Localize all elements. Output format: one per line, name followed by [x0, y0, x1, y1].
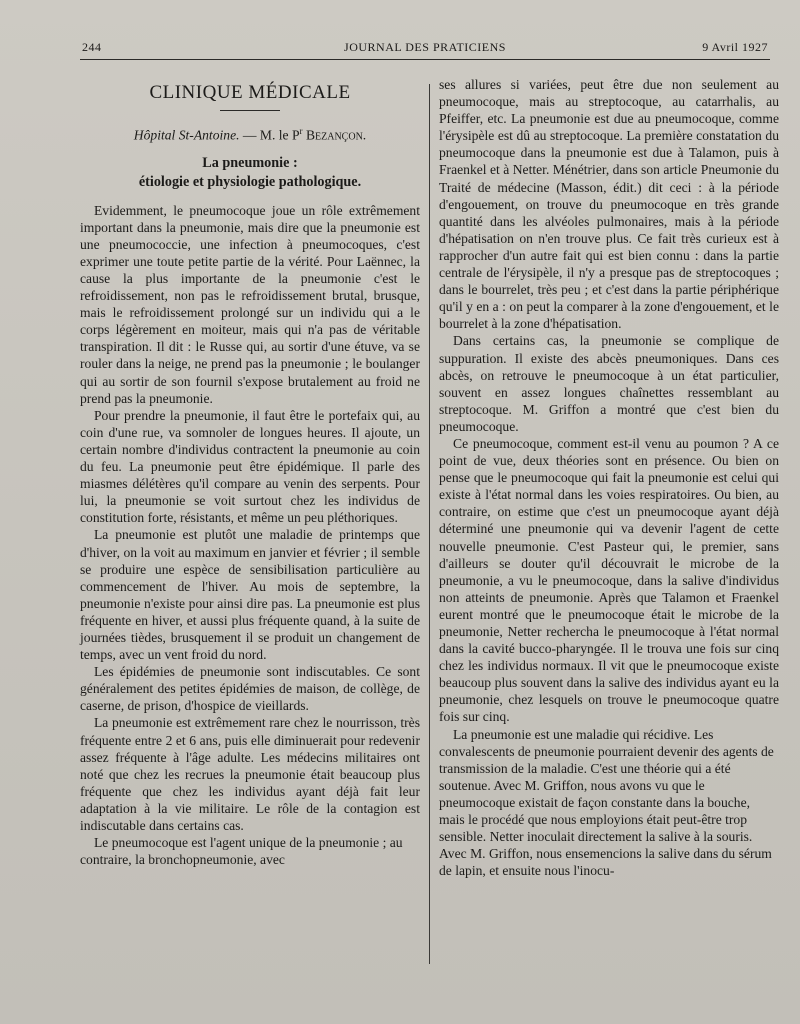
right-column — [439, 76, 779, 879]
page-number: 244 — [82, 40, 102, 54]
right-paragraph-4: La pneumonie est une maladie qui récidive. Les convalescents de pneumonie pourraient devenir des agents de transmission de la maladie. C'est une théorie qui a été soutenue. Avec M. Griffon, nous avons vu que le pneumocoque existait de façon constante dans la bouche, mais le procédé que nous employions était peut-être trop sensible. Netter inoculait directement la salive à la souris. Avec M. Griffon, nous ensemencions la salive dans du sérum de lapin, et ensuite nous l'inocu- — [439, 726, 774, 879]
running-head — [82, 40, 768, 58]
right-paragraph-2: Dans certains cas, la pneumonie se complique de suppuration. Il existe des abcès pneumoniques. Dans ces abcès, on retrouve le pneumocoque à un état particulier, souvent en assez longues chaînettes ressemblant au streptocoque. M. Griffon a montré que c'est bien du pneumocoque. — [439, 333, 779, 434]
left-paragraph-6: Le pneumocoque est l'agent unique de la pneumonie ; au contraire, la bronchopneumonie, avec — [80, 835, 403, 868]
professor-prefix: — M. le P — [239, 127, 300, 143]
issue-date: 9 Avril 1927 — [702, 40, 768, 54]
hospital-line — [80, 123, 420, 144]
journal-title: JOURNAL DES PRATICIENS — [344, 40, 506, 54]
left-paragraph-1: Evidemment, le pneumocoque joue un rôle extrêmement important dans la pneumonie, mais dire que la pneumonie est une pneumococcie, une infection à pneumocoques, c'est exprimer une toute petite partie de la vérité. Pour Laënnec, la cause la plus importante de la pneumonie c'est le refroidissement, non pas le refroidissement brutal, brusque, mais le refroidissement prolongé sur un individu qui a le corps légèrement en moiteur, mais qui n'a pas de véritable transpiration. Il dit : le Russe qui, au sortir d'une étuve, va se rouler dans la neige, ne prend pas la pneumonie ; le boulanger qui au sortir de son fournil s'expose brutalement au froid ne prend pas la pneumonie. — [80, 202, 420, 406]
left-paragraph-3: La pneumonie est plutôt une maladie de printemps que d'hiver, on la voit au maximum en janvier et février ; il semble se produire une espèce de sensibilisation particulière au commencement de l'hiver. Au mois de septembre, la pneumonie n'existe pour ainsi dire pas. La pneumonie est plus fréquente en hiver, et aussi plus fréquente quand, à la suite de journées tièdes, brusquement il se produit un changement de temps, avec un vent froid du nord. — [80, 527, 420, 663]
right-paragraph-1: ses allures si variées, peut être due non seulement au pneumocoque, mais au streptocoque, au catarrhalis, au Pfeiffer, etc. La pneumonie est due au pneumocoque, comme l'érysipèle est dû au streptocoque. La première constatation du pneumocoque dans la pneumonie est due à Talamon, puis à Fraenkel et à Netter. Ménétrier, dans son article Pneumonie du Traité de médecine (Masson, édit.) dit ceci : à la période d'engouement, on trouve du pneumocoque en très grande quantité dans les alvéoles pulmonaires, mais à la période d'hépatisation on n'en trouve plus. Ce fait très curieux est à rapprocher d'un autre fait qui est bien connu : dans la partie centrale de l'érysipèle, il n'y a presque pas de streptocoques ; dans le bourrelet, très peu ; et c'est dans la partie périphérique qu'il y en a : on peut la comparer à la zone d'engouement, et le bourrelet à la zone d'hépatisation. — [439, 77, 779, 332]
professor-name: Bezançon. — [305, 127, 367, 143]
article-subtitle: étiologie et physiologie pathologique. — [138, 173, 362, 190]
header-rule — [80, 59, 770, 60]
article-title: La pneumonie : — [202, 154, 298, 171]
left-paragraph-5: La pneumonie est extrêmement rare chez le nourrisson, très fréquente entre 2 et 6 ans, puis elle diminuerait pour redevenir assez fréquente à l'âge adulte. Les médecins militaires ont noté que chez les recrues la pneumonie était beaucoup plus fréquente que chez les individus ayant déjà fait leur adaptation à la vie militaire. Le rôle de la contagion est indiscutable dans certains cas. — [80, 715, 420, 833]
section-title: CLINIQUE MÉDICALE — [149, 82, 351, 103]
column-divider — [429, 84, 430, 964]
right-paragraph-3: Ce pneumocoque, comment est-il venu au poumon ? A ce point de vue, deux théories sont en présence. Ou bien on pense que le pneumocoque qui fait la pneumonie est celui qui existe à l'état normal dans les voies respiratoires. Ou bien, au contraire, on estime que c'est un pneumocoque ayant déjà déterminé une pneumonie qui va devenir l'agent de cette nouvelle pneumonie. C'est Pasteur qui, le premier, sans d'ailleurs se douter qu'il découvrait le microbe de la pneumonie, a vu le pneumocoque, dans la salive d'individus non atteints de pneumonie. Après que Talamon et Fraenkel eurent montré que le pneumocoque était le microbe de la pneumonie, Netter rechercha le pneumocoque à l'état normal dans la cavité bucco-pharyngée. Il le trouva une fois sur cinq chez les individus normaux. Il vit que le pneumocoque existe beaucoup plus souvent dans la salive des individus ayant eu la pneumonie, chez lesquels on trouve le pneumocoque quatre fois sur cinq. — [439, 435, 779, 725]
professor-title-sup: r — [299, 126, 303, 136]
hospital-location: Hôpital St-Antoine. — [133, 127, 240, 143]
section-title-rule — [220, 110, 280, 111]
left-column — [80, 76, 420, 868]
left-paragraph-4: Les épidémies de pneumonie sont indiscutables. Ce sont généralement des petites épidémies de maison, de collège, de caserne, de prison, d'hospice de vieillards. — [80, 664, 420, 714]
left-paragraph-2: Pour prendre la pneumonie, il faut être le portefaix qui, au coin d'une rue, va somnoler de longues heures. Il ajoute, un certain nombre d'individus contractent la pneumonie au coin du feu. La pneumonie peut être épidémique. Il parle des miasmes délétères qu'il compare au venin des serpents. Pour lui, la pneumonie se voit surtout chez les individus de constitution forte, résistants, et même un peu pléthoriques. — [80, 407, 420, 526]
